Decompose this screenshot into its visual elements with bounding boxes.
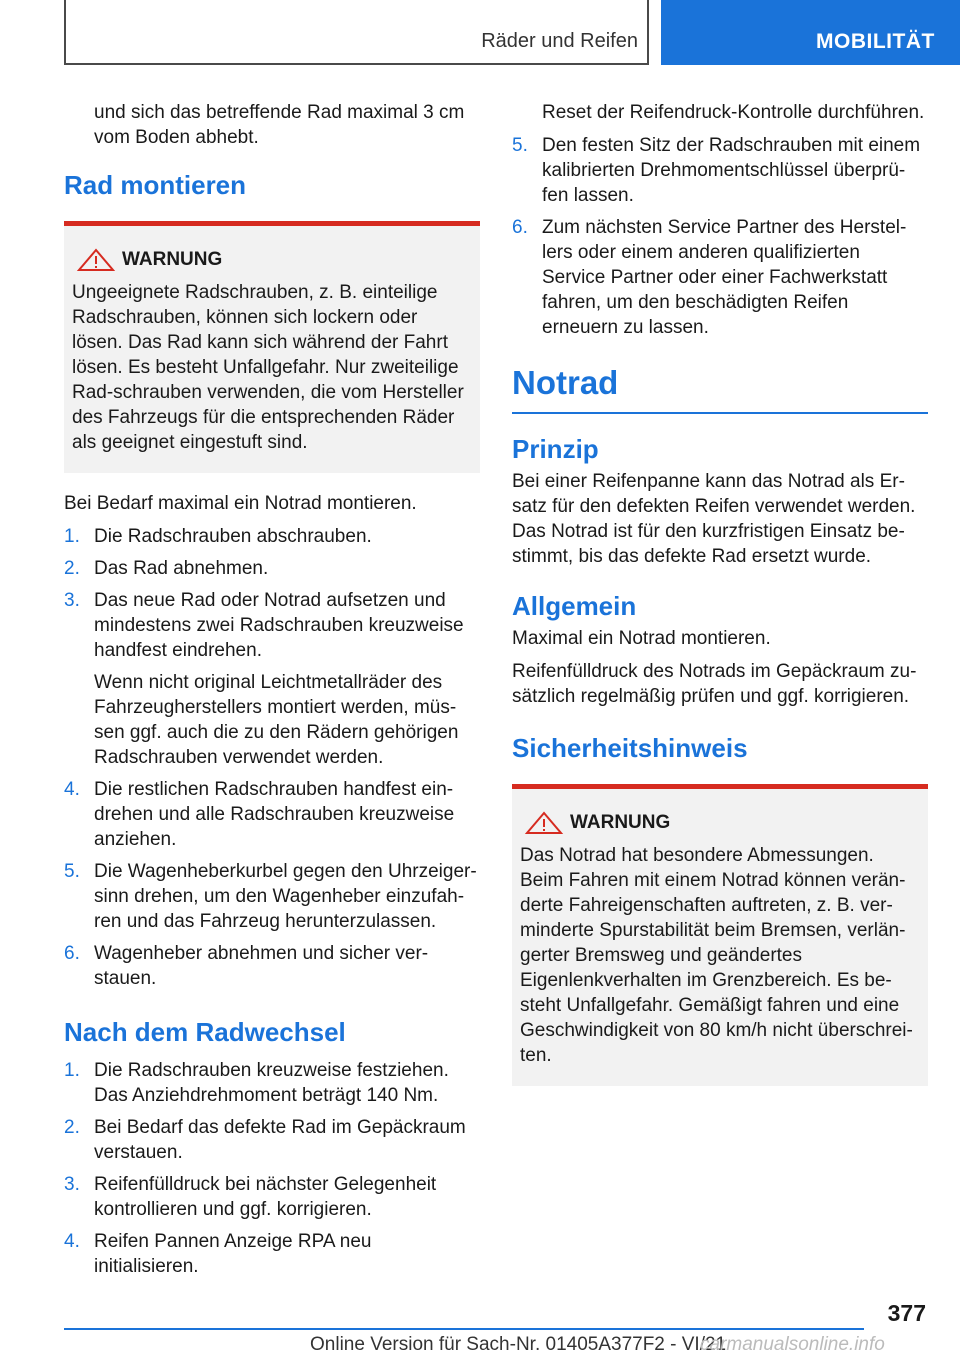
list-item: 4. Reifen Pannen Anzeige RPA neu initialisieren. <box>64 1231 372 1277</box>
heading-notrad: Notrad <box>512 364 928 414</box>
heading-nach-dem-radwechsel: Nach dem Radwechsel <box>64 1017 346 1047</box>
warning-triangle-icon <box>76 248 116 272</box>
right-column <box>512 100 928 1104</box>
left-column <box>64 100 480 1286</box>
list-item: 5. Den festen Sitz der Radschrauben mit einem kalibrierten Drehmomentschlüssel überprü-fen lassen. <box>512 135 921 206</box>
paragraph: Reifenfülldruck des Notrads im Gepäckraum zu-sätzlich regelmäßig prüfen und ggf. korrigieren. <box>512 661 917 707</box>
warning-box <box>512 784 928 1086</box>
subheading-prinzip: Prinzip <box>512 434 599 464</box>
header-chapter-label: MOBILITÄT <box>816 30 935 53</box>
list-item: 6. Wagenheber abnehmen und sicher ver-stauen. <box>64 943 429 989</box>
list-item: 3. Reifenfülldruck bei nächster Gelegenheit kontrollieren und ggf. korrigieren. <box>64 1174 437 1220</box>
page-number: 377 <box>887 1300 926 1326</box>
heading-sicherheitshinweis: Sicherheitshinweis <box>512 733 748 763</box>
list-item: 1. Die Radschrauben kreuzweise festziehen. Das Anziehdrehmoment beträgt 140 Nm. <box>64 1060 449 1106</box>
footer-divider <box>64 1328 864 1330</box>
intro-text: und sich das betreffende Rad maximal 3 cm vom Boden abhebt. <box>94 102 465 148</box>
list-item: 3. Das neue Rad oder Notrad aufsetzen und mindestens zwei Radschrauben kreuzweise handfest eindrehen. Wenn nicht original Leichtmetallräder des Fahrzeugherstellers montiert werden, müs-sen ggf. auch die zu den Rädern gehörigen Radschrauben verwendet werden. <box>64 588 480 770</box>
list-item: 1. Die Radschrauben abschrauben. <box>64 526 372 547</box>
warning-box <box>64 221 480 473</box>
list-item: 6. Zum nächsten Service Partner des Herstel-lers oder einem anderen qualifizierten Service Partner oder einer Fachwerkstatt fahren, um den beschädigten Reifen erneuern zu lassen. <box>512 217 907 338</box>
warning-label: WARNUNG <box>570 812 671 833</box>
steps-list-3 <box>512 133 928 340</box>
header-chapter-tab <box>661 0 960 65</box>
list-item-note: Wenn nicht original Leichtmetallräder des Fahrzeugherstellers montiert werden, müs-sen ggf. auch die zu den Rädern gehörigen Radschrauben verwendet werden. <box>94 672 459 768</box>
warning-label: WARNUNG <box>122 249 223 270</box>
header-section-title: Räder und Reifen <box>481 30 638 52</box>
paragraph: Bei Bedarf maximal ein Notrad montieren. <box>64 493 417 514</box>
continued-text: Reset der Reifendruck-Kontrolle durchführen. <box>542 102 925 123</box>
warning-text: Ungeeignete Radschrauben, z. B. einteilige Radschrauben, können sich lockern oder lösen. Das Rad kann sich während der Fahrt lösen. Es besteht Unfallgefahr. Nur zweiteilige Rad-schrauben verwenden, die vom Hersteller des Fahrzeugs für die entsprechenden Räder als geeignet eingestuft sind. <box>72 282 464 453</box>
steps-list-2 <box>64 1058 480 1279</box>
warning-triangle-icon <box>524 811 564 835</box>
footer-watermark: carmanualsonline.info <box>700 1334 885 1355</box>
list-item: 2. Bei Bedarf das defekte Rad im Gepäckraum verstauen. <box>64 1117 466 1163</box>
footer-version-text: Online Version für Sach-Nr. 01405A377F2 - VI/21 <box>310 1334 727 1355</box>
list-item: 5. Die Wagenheberkurbel gegen den Uhrzeiger-sinn drehen, um den Wagenheber einzufah-ren und das Fahrzeug herunterzulassen. <box>64 861 477 932</box>
warning-text: Das Notrad hat besondere Abmessungen. Beim Fahren mit einem Notrad können verän-derte Fahreigenschaften auftreten, z. B. ver-minderte Spurstabilität beim Bremsen, verlän-gerter Bremsweg und geändertes Eigenlenkverhalten im Grenzbereich. Es be-steht Unfallgefahr. Gemäßigt fahren und eine Geschwindigkeit von 80 km/h nicht überschrei-ten. <box>520 845 913 1066</box>
paragraph: Bei einer Reifenpanne kann das Notrad als Er-satz für den defekten Reifen verwendet werden. Das Notrad ist für den kurzfristigen Einsatz be-stimmt, bis das defekte Rad ersetzt wurde. <box>512 471 916 567</box>
subheading-allgemein: Allgemein <box>512 591 637 621</box>
list-item: 4. Die restlichen Radschrauben handfest ein-drehen und alle Radschrauben kreuzweise anziehen. <box>64 779 455 850</box>
paragraph: Maximal ein Notrad montieren. <box>512 628 771 649</box>
list-item: 2. Das Rad abnehmen. <box>64 558 269 579</box>
steps-list <box>64 524 480 991</box>
heading-rad-montieren: Rad montieren <box>64 170 247 200</box>
